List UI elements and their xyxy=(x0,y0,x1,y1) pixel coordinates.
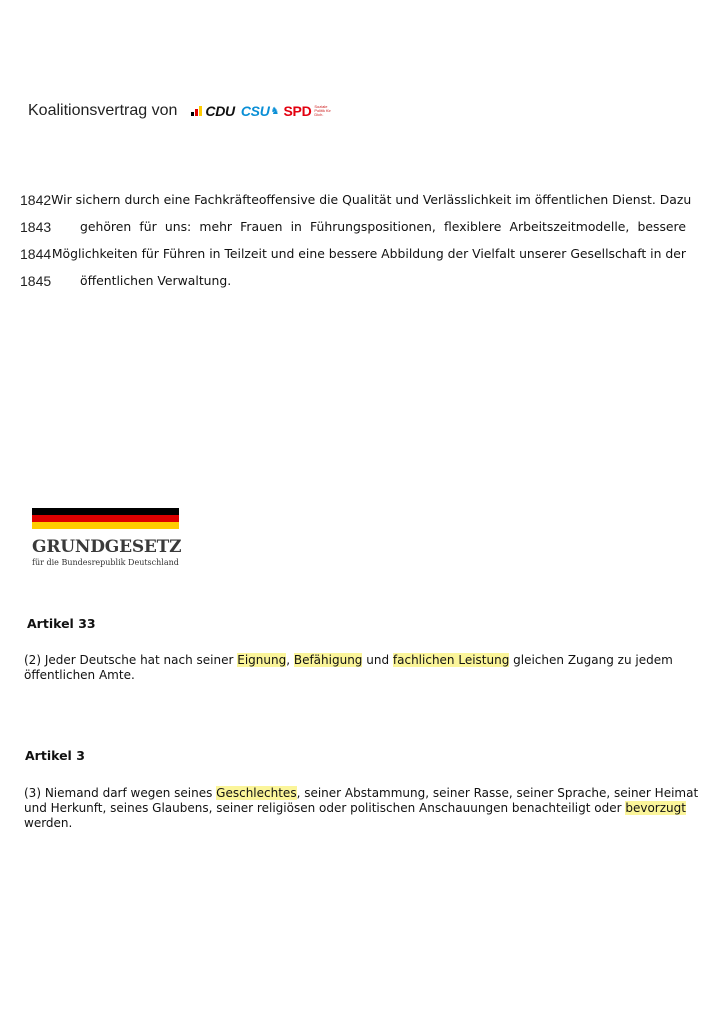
grundgesetz-logo xyxy=(32,508,182,567)
article-3-text xyxy=(24,786,704,831)
text-segment: , seiner Abstammung, seiner Rasse, seiner Sprache, seiner Heimat und Herkunft, seines Glaubens, seiner religiösen oder politischen Anschauungen benachteiligt oder xyxy=(24,786,699,815)
coalition-header xyxy=(28,102,332,120)
text-segment: (2) Jeder Deutsche hat nach seiner xyxy=(24,653,238,667)
grundgesetz-subtitle: für die Bundesrepublik Deutschland xyxy=(32,558,179,567)
excerpt-line xyxy=(20,240,686,267)
party-logos xyxy=(191,103,332,119)
highlight-bevorzugt: bevorzugt xyxy=(625,801,686,815)
highlight-fachliche-leistung: fachlichen Leistung xyxy=(392,653,510,667)
header-title: Koalitionsvertrag von xyxy=(28,102,178,119)
article-body xyxy=(24,653,704,683)
cdu-logo: CDU xyxy=(205,103,235,119)
article-33-heading-wrap xyxy=(27,616,96,631)
csu-logo: CSU xyxy=(240,103,270,119)
article-33-text xyxy=(24,653,704,683)
highlight-eignung: Eignung xyxy=(237,653,287,667)
line-text: öffentlichen Verwaltung. xyxy=(80,273,232,288)
text-segment: (3) Niemand darf wegen seines xyxy=(24,786,217,800)
cdu-logo-bars xyxy=(191,106,203,116)
article-3-heading-wrap xyxy=(25,748,85,763)
text-segment: , xyxy=(286,653,294,667)
article-body xyxy=(24,786,704,831)
spd-tagline: Soziale Politik für Dich. xyxy=(314,104,331,117)
highlight-geschlechtes: Geschlechtes xyxy=(216,786,297,800)
line-text: Möglichkeiten für Führen in Teilzeit und eine bessere Abbildung der Vielfalt unserer Gesellschaft in der xyxy=(51,246,686,261)
text-segment: und xyxy=(362,653,393,667)
excerpt-line xyxy=(20,213,686,240)
line-text: gehören für uns: mehr Frauen in Führungspositionen, flexiblere Arbeitszeitmodelle, bessere xyxy=(80,219,686,234)
grundgesetz-title: GRUNDGESETZ xyxy=(32,537,182,557)
line-text: Wir sichern durch eine Fachkräfteoffensive die Qualität und Verlässlichkeit im öffentlichen Dienst. Dazu xyxy=(51,192,692,207)
line-number: 1842 xyxy=(20,191,52,208)
text-segment: werden. xyxy=(24,816,73,830)
coalition-excerpt xyxy=(20,186,692,294)
excerpt-line xyxy=(20,267,686,294)
spd-logo: SPD xyxy=(283,103,312,119)
highlight-befaehigung: Befähigung xyxy=(293,653,363,667)
line-number: 1844 xyxy=(20,245,52,262)
article-heading: Artikel 33 xyxy=(27,616,96,631)
article-heading: Artikel 3 xyxy=(25,748,85,763)
csu-lion-icon: ♞ xyxy=(270,105,280,117)
line-number: 1845 xyxy=(20,272,52,289)
text-segment: gleichen Zugang zu jedem öffentlichen Amte. xyxy=(24,653,673,682)
excerpt-line xyxy=(20,186,692,213)
german-flag-icon xyxy=(32,508,179,529)
line-number: 1843 xyxy=(20,218,52,235)
